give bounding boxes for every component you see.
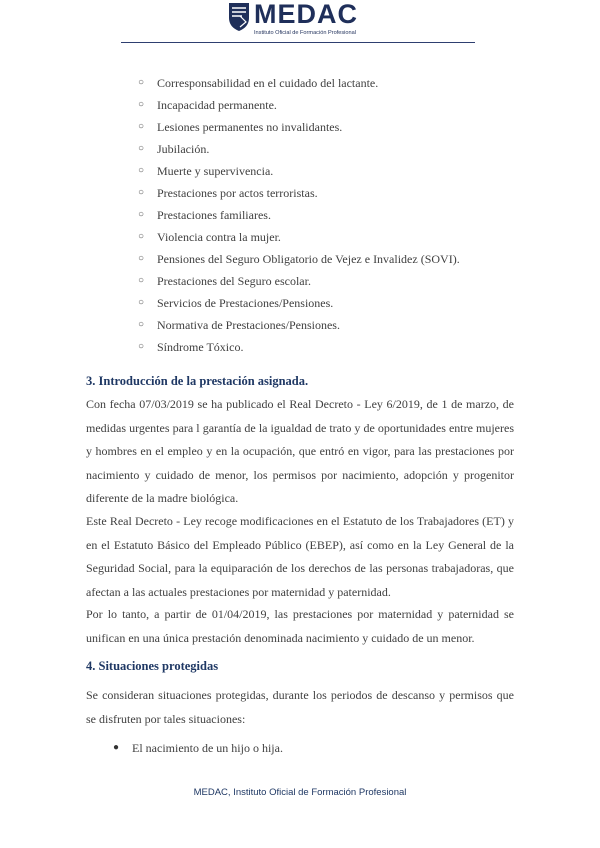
circle-bullet-icon: ○ (138, 209, 145, 220)
list-item-text: Prestaciones por actos terroristas. (157, 186, 318, 200)
list-item-text: Prestaciones del Seguro escolar. (157, 274, 311, 288)
list-item-text: Pensiones del Seguro Obligatorio de Vejez e Invalidez (SOVI). (157, 252, 460, 266)
protected-situations-list (113, 739, 283, 757)
list-item (138, 140, 460, 162)
section-4-paragraph-1: Se consideran situaciones protegidas, durante los periodos de descanso y permisos que se disfruten por tales situaciones: (86, 688, 514, 726)
list-item-text: Incapacidad permanente. (157, 98, 277, 112)
list-item-text: Normativa de Prestaciones/Pensiones. (157, 318, 340, 332)
benefits-sublist (138, 74, 460, 360)
list-item-text: Muerte y supervivencia. (157, 164, 274, 178)
circle-bullet-icon: ○ (138, 121, 145, 132)
page-header (0, 0, 600, 45)
circle-bullet-icon: ○ (138, 187, 145, 198)
brand-name: MEDAC (254, 0, 358, 29)
list-item-text: Violencia contra la mujer. (157, 230, 281, 244)
circle-bullet-icon: ○ (138, 165, 145, 176)
list-item (138, 250, 460, 272)
list-item-text: Síndrome Tóxico. (157, 340, 244, 354)
circle-bullet-icon: ○ (138, 275, 145, 286)
list-item (138, 96, 460, 118)
circle-bullet-icon: ○ (138, 319, 145, 330)
list-item (138, 74, 460, 96)
filled-bullet-icon: ● (113, 742, 120, 753)
list-item (138, 184, 460, 206)
circle-bullet-icon: ○ (138, 231, 145, 242)
section-3-paragraph-2: Este Real Decreto - Ley recoge modificaciones en el Estatuto de los Trabajadores (ET) y en el Estatuto Básico del Empleado Público (EBEP), así como en la Ley General de la Seguridad Social, para la equiparación de los derechos de las personas trabajadoras, que afectan a las actuales prestaciones por maternidad y paternidad. (86, 514, 514, 599)
list-item (138, 118, 460, 140)
circle-bullet-icon: ○ (138, 143, 145, 154)
header-divider (121, 42, 475, 43)
list-item (138, 316, 460, 338)
brand-subtitle: Instituto Oficial de Formación Profesional (254, 30, 356, 36)
list-item (138, 162, 460, 184)
circle-bullet-icon: ○ (138, 253, 145, 264)
list-item (138, 272, 460, 294)
list-item-text: Servicios de Prestaciones/Pensiones. (157, 296, 334, 310)
list-item-text: Lesiones permanentes no invalidantes. (157, 120, 343, 134)
circle-bullet-icon: ○ (138, 99, 145, 110)
list-item-text: Prestaciones familiares. (157, 208, 271, 222)
list-item-text: Jubilación. (157, 142, 210, 156)
page-footer: MEDAC, Instituto Oficial de Formación Profesional (193, 787, 407, 798)
section-3-heading: 3. Introducción de la prestación asignada. (86, 374, 309, 388)
circle-bullet-icon: ○ (138, 297, 145, 308)
list-item (138, 338, 460, 360)
list-item (138, 294, 460, 316)
section-3-paragraph-3: Por lo tanto, a partir de 01/04/2019, las prestaciones por maternidad y paternidad se unifican en una única prestación denominada nacimiento y cuidado de un menor. (86, 607, 514, 645)
list-item (113, 739, 283, 757)
list-item-text: El nacimiento de un hijo o hija. (132, 741, 283, 755)
circle-bullet-icon: ○ (138, 341, 145, 352)
section-4-heading: 4. Situaciones protegidas (86, 659, 219, 673)
list-item (138, 206, 460, 228)
section-3-paragraph-1: Con fecha 07/03/2019 se ha publicado el Real Decreto - Ley 6/2019, de 1 de marzo, de medidas urgentes para l garantía de la igualdad de trato y de oportunidades entre mujeres y hombres en el empleo y en la ocupación, que entró en vigor, para las prestaciones por nacimiento y cuidado de menor, los permisos por nacimiento, adopción y progenitor diferente de la madre biológica. (86, 397, 514, 505)
list-item (138, 228, 460, 250)
list-item-text: Corresponsabilidad en el cuidado del lactante. (157, 76, 379, 90)
shield-icon (228, 2, 250, 32)
circle-bullet-icon: ○ (138, 77, 145, 88)
